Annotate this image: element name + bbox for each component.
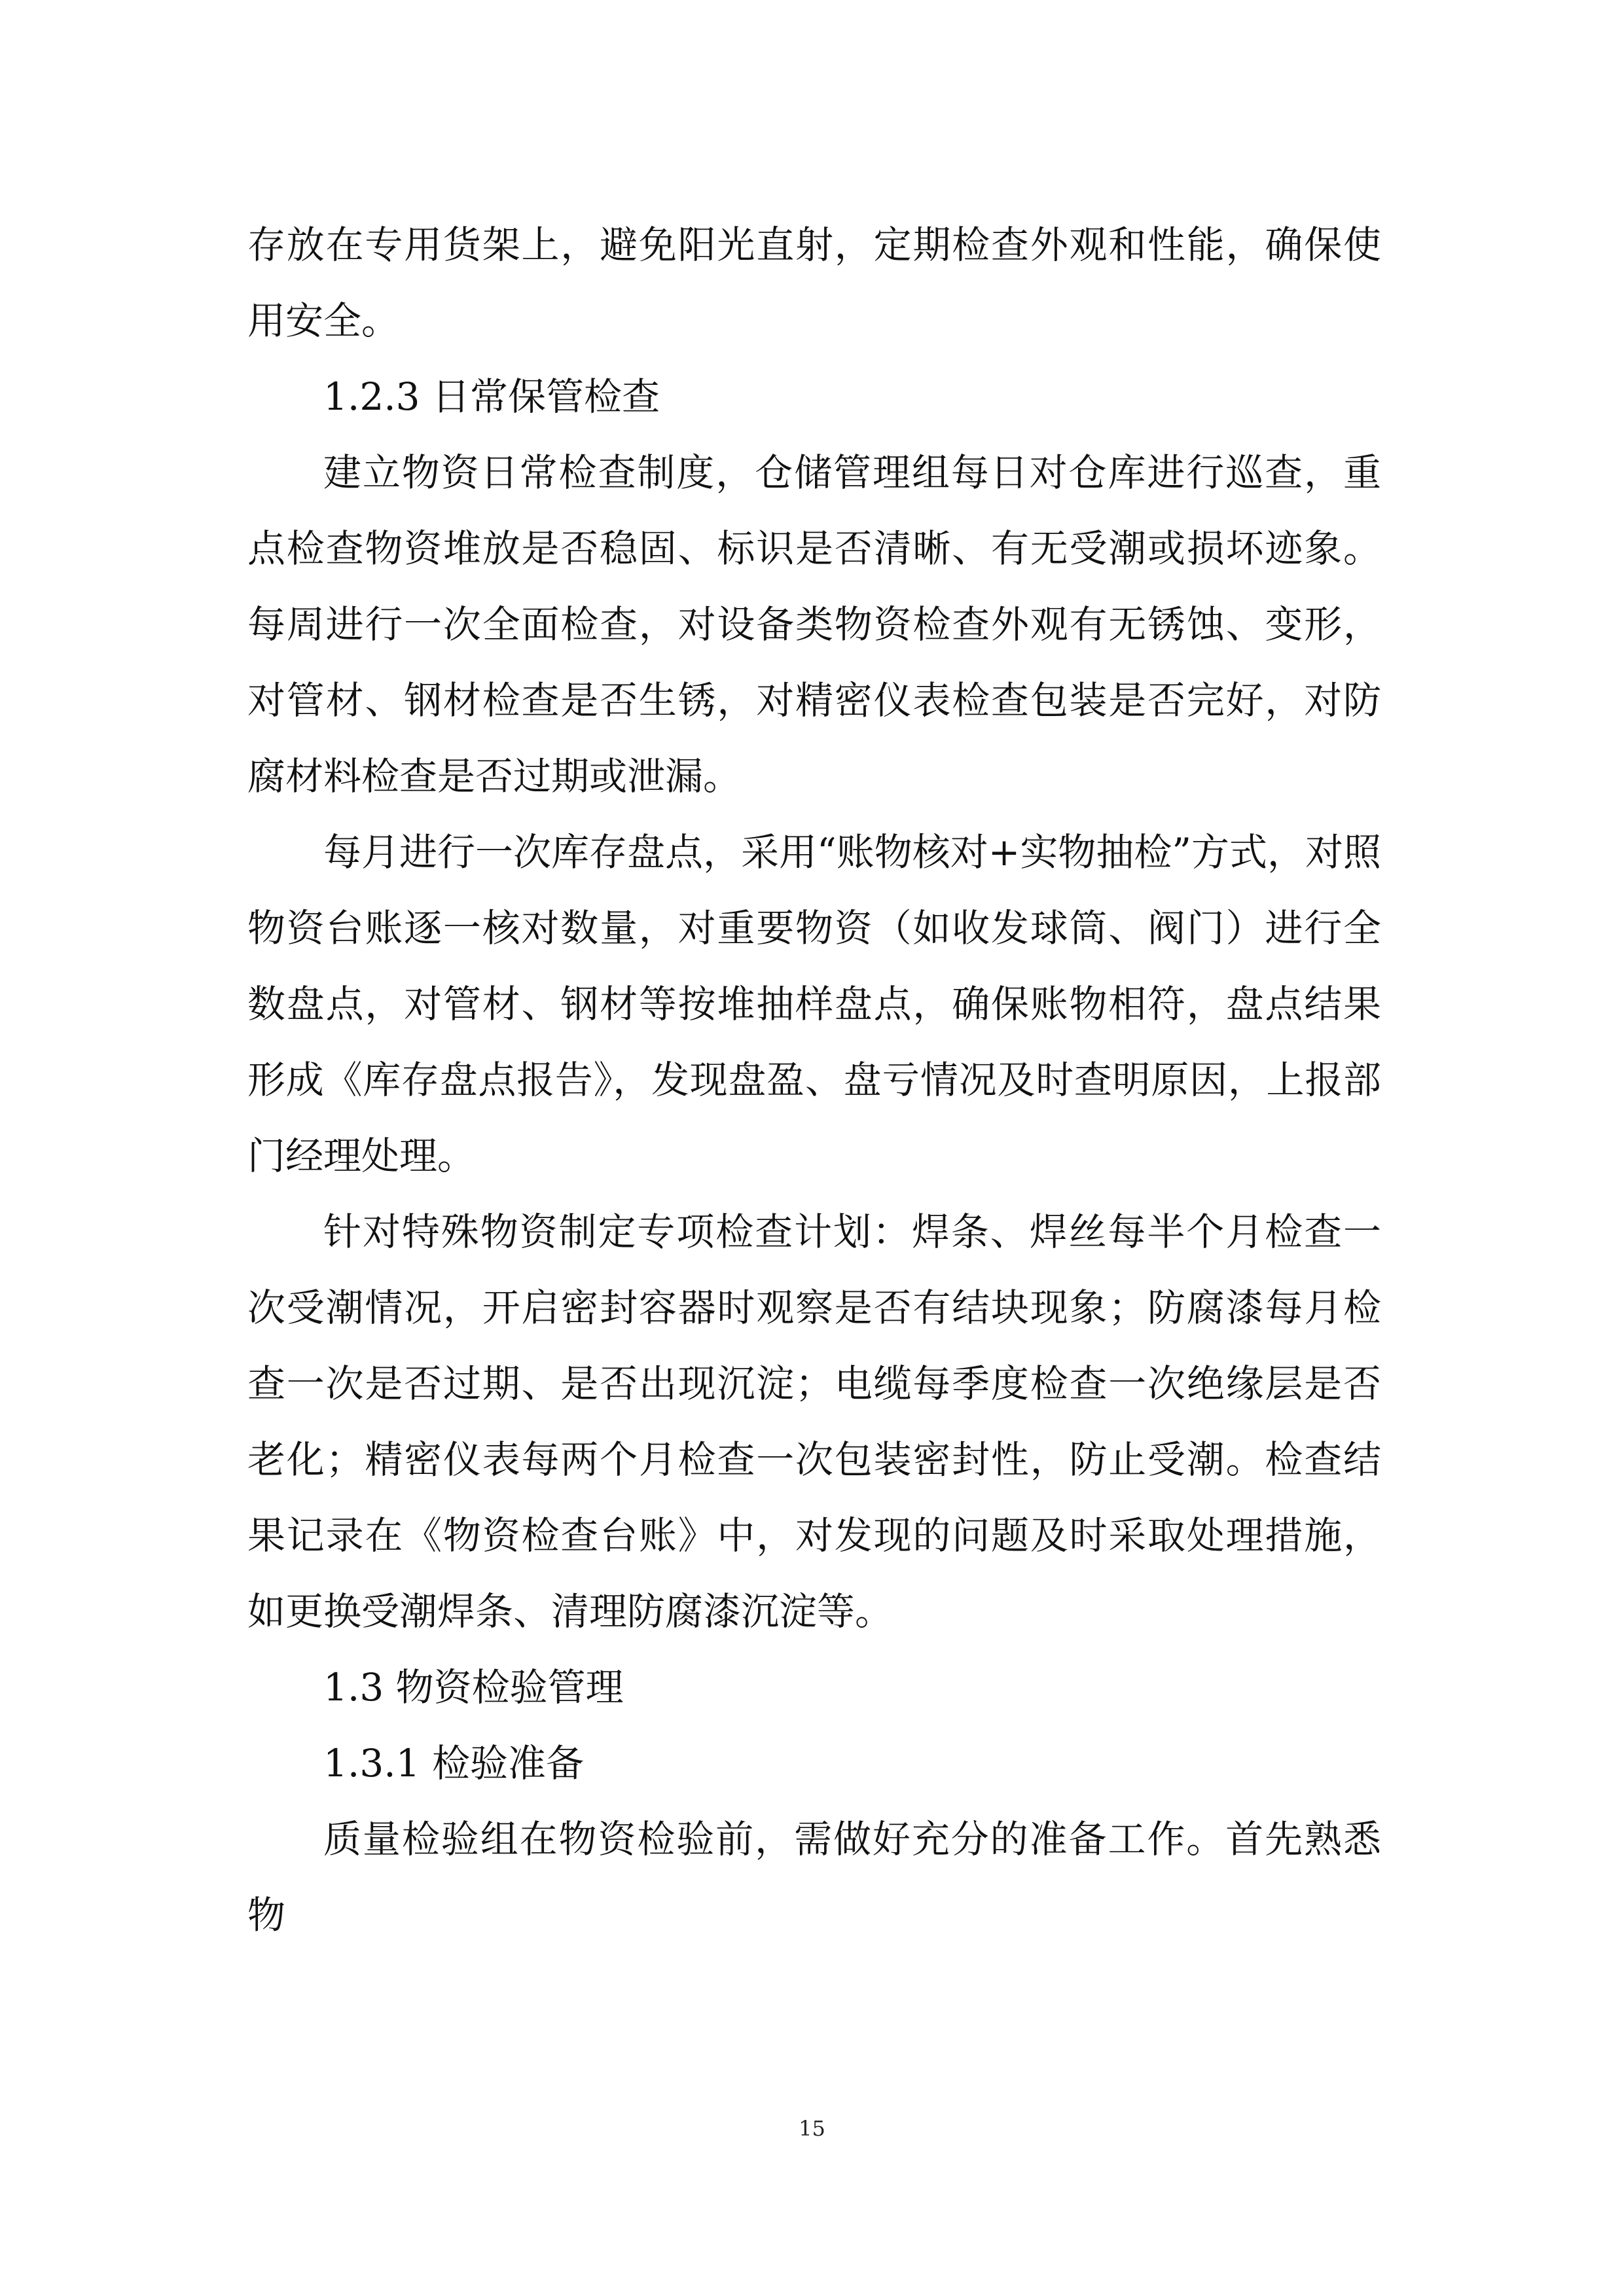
paragraph-continuation: 存放在专用货架上，避免阳光直射，定期检查外观和性能，确保使用安全。 xyxy=(247,223,1381,343)
body-text xyxy=(247,207,1381,1953)
page-number: 15 xyxy=(799,2116,825,2141)
heading-1-3: 1.3 物资检验管理 xyxy=(323,1665,624,1710)
heading-1-3-1: 1.3.1 检验准备 xyxy=(323,1741,585,1785)
paragraph-inspection-preparation: 质量检验组在物资检验前，需做好充分的准备工作。首先熟悉物 xyxy=(247,1817,1381,1937)
heading-1-2-3: 1.2.3 日常保管检查 xyxy=(323,374,660,419)
paragraph-special-inspection: 针对特殊物资制定专项检查计划：焊条、焊丝每半个月检查一次受潮情况，开启密封容器时观察是否有结块现象；防腐漆每月检查一次是否过期、是否出现沉淀；电缆每季度检查一次绝缘层是否老化；精密仪表每两个月检查一次包装密封性，防止受潮。检查结果记录在《物资检查台账》中，对发现的问题及时采取处理措施，如更换受潮焊条、清理防腐漆沉淀等。 xyxy=(247,1210,1381,1634)
paragraph-monthly-inventory: 每月进行一次库存盘点，采用“账物核对+实物抽检”方式，对照物资台账逐一核对数量，对重要物资（如收发球筒、阀门）进行全数盘点，对管材、钢材等按堆抽样盘点，确保账物相符，盘点结果形成《库存盘点报告》，发现盘盈、盘亏情况及时查明原因，上报部门经理处理。 xyxy=(247,830,1381,1178)
paragraph-daily-inspection: 建立物资日常检查制度，仓储管理组每日对仓库进行巡查，重点检查物资堆放是否稳固、标识是否清晰、有无受潮或损坏迹象。每周进行一次全面检查，对设备类物资检查外观有无锈蚀、变形，对管材、钢材检查是否生锈，对精密仪表检查包装是否完好，对防腐材料检查是否过期或泄漏。 xyxy=(247,450,1381,798)
